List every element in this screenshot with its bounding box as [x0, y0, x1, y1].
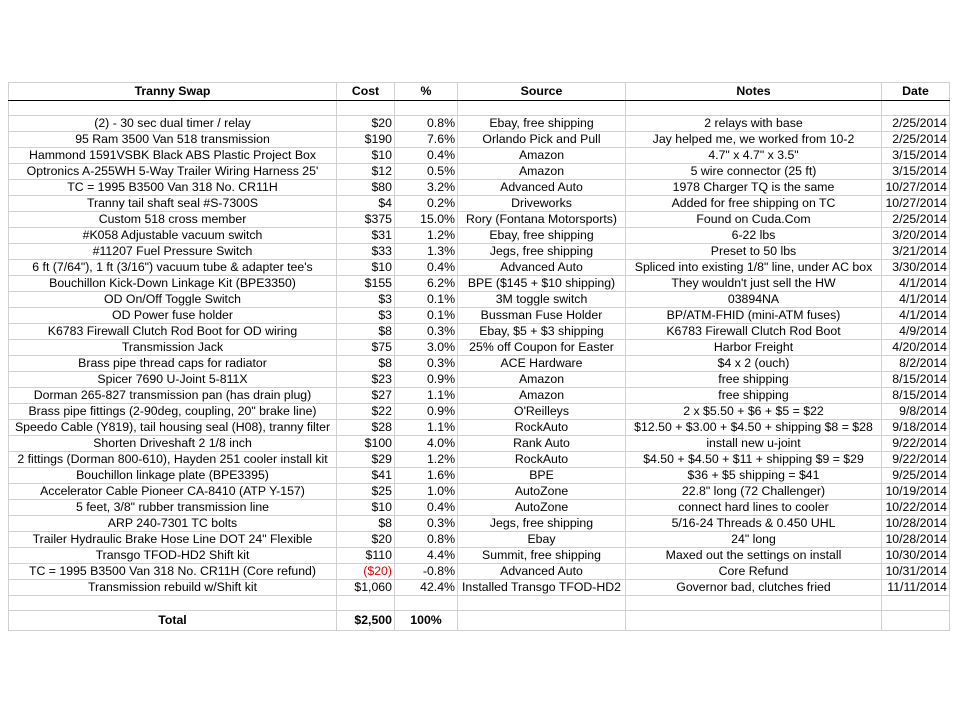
- item-cell[interactable]: Accelerator Cable Pioneer CA-8410 (ATP Y-157): [9, 484, 337, 500]
- date-cell[interactable]: 10/22/2014: [882, 500, 950, 516]
- notes-cell[interactable]: Governor bad, clutches fried: [626, 580, 882, 596]
- table-row: [9, 324, 950, 340]
- source-cell[interactable]: BPE: [458, 468, 626, 484]
- pct-cell[interactable]: 0.3%: [395, 516, 458, 532]
- table-row: [9, 548, 950, 564]
- total-label[interactable]: Total: [9, 611, 337, 631]
- table-row: [9, 292, 950, 308]
- cost-cell[interactable]: $100: [337, 436, 395, 452]
- date-cell[interactable]: 10/27/2014: [882, 196, 950, 212]
- table-row: [9, 436, 950, 452]
- notes-cell[interactable]: Found on Cuda.Com: [626, 212, 882, 228]
- date-cell[interactable]: 4/20/2014: [882, 340, 950, 356]
- cost-cell[interactable]: $22: [337, 404, 395, 420]
- pct-cell[interactable]: 1.1%: [395, 388, 458, 404]
- cost-cell[interactable]: $375: [337, 212, 395, 228]
- notes-cell[interactable]: 2 x $5.50 + $6 + $5 = $22: [626, 404, 882, 420]
- date-cell[interactable]: 3/15/2014: [882, 164, 950, 180]
- pct-cell[interactable]: 0.2%: [395, 196, 458, 212]
- date-cell[interactable]: 9/18/2014: [882, 420, 950, 436]
- table-row: [9, 260, 950, 276]
- source-cell[interactable]: Bussman Fuse Holder: [458, 308, 626, 324]
- pct-cell[interactable]: 4.4%: [395, 548, 458, 564]
- source-cell[interactable]: Installed Transgo TFOD-HD2: [458, 580, 626, 596]
- notes-cell[interactable]: $4.50 + $4.50 + $11 + shipping $9 = $29: [626, 452, 882, 468]
- table-row: [9, 180, 950, 196]
- table-row: [9, 468, 950, 484]
- item-cell[interactable]: Transmission Jack: [9, 340, 337, 356]
- item-cell[interactable]: TC = 1995 B3500 Van 318 No. CR11H (Core refund): [9, 564, 337, 580]
- cost-cell[interactable]: $80: [337, 180, 395, 196]
- table-row: [9, 164, 950, 180]
- pct-cell[interactable]: 1.0%: [395, 484, 458, 500]
- cost-cell[interactable]: $8: [337, 324, 395, 340]
- item-cell[interactable]: 95 Ram 3500 Van 518 transmission: [9, 132, 337, 148]
- pct-cell[interactable]: 0.1%: [395, 292, 458, 308]
- source-cell[interactable]: Rank Auto: [458, 436, 626, 452]
- blank-cell[interactable]: [882, 101, 950, 116]
- blank-cell[interactable]: [337, 596, 395, 611]
- source-cell[interactable]: Rory (Fontana Motorsports): [458, 212, 626, 228]
- header-cost[interactable]: Cost: [337, 83, 395, 101]
- pct-cell[interactable]: 1.3%: [395, 244, 458, 260]
- blank-cell[interactable]: [9, 596, 337, 611]
- source-cell[interactable]: Summit, free shipping: [458, 548, 626, 564]
- cost-cell[interactable]: ($20): [337, 564, 395, 580]
- notes-cell[interactable]: K6783 Firewall Clutch Rod Boot: [626, 324, 882, 340]
- cost-cell[interactable]: $1,060: [337, 580, 395, 596]
- pct-cell[interactable]: 4.0%: [395, 436, 458, 452]
- table-row: [9, 276, 950, 292]
- source-cell[interactable]: Driveworks: [458, 196, 626, 212]
- notes-cell[interactable]: 5 wire connector (25 ft): [626, 164, 882, 180]
- source-cell[interactable]: BPE ($145 + $10 shipping): [458, 276, 626, 292]
- date-cell[interactable]: 3/15/2014: [882, 148, 950, 164]
- pct-cell[interactable]: 0.9%: [395, 372, 458, 388]
- table-row: [9, 196, 950, 212]
- item-cell[interactable]: Dorman 265-827 transmission pan (has drain plug): [9, 388, 337, 404]
- source-cell[interactable]: Jegs, free shipping: [458, 244, 626, 260]
- item-cell[interactable]: OD Power fuse holder: [9, 308, 337, 324]
- source-cell[interactable]: Ebay, free shipping: [458, 116, 626, 132]
- notes-cell[interactable]: They wouldn't just sell the HW: [626, 276, 882, 292]
- notes-cell[interactable]: Maxed out the settings on install: [626, 548, 882, 564]
- item-cell[interactable]: K6783 Firewall Clutch Rod Boot for OD wiring: [9, 324, 337, 340]
- source-cell[interactable]: Advanced Auto: [458, 564, 626, 580]
- source-cell[interactable]: Ebay: [458, 532, 626, 548]
- spreadsheet: [8, 82, 949, 631]
- source-cell[interactable]: 25% off Coupon for Easter: [458, 340, 626, 356]
- item-cell[interactable]: 6 ft (7/64"), 1 ft (3/16") vacuum tube & adapter tee's: [9, 260, 337, 276]
- pct-cell[interactable]: 0.1%: [395, 308, 458, 324]
- source-cell[interactable]: Orlando Pick and Pull: [458, 132, 626, 148]
- table-row: [9, 356, 950, 372]
- header-row: [9, 83, 950, 101]
- date-cell[interactable]: 9/22/2014: [882, 452, 950, 468]
- header-source[interactable]: Source: [458, 83, 626, 101]
- date-cell[interactable]: 2/25/2014: [882, 212, 950, 228]
- date-cell[interactable]: 2/25/2014: [882, 132, 950, 148]
- item-cell[interactable]: 5 feet, 3/8" rubber transmission line: [9, 500, 337, 516]
- date-cell[interactable]: 4/1/2014: [882, 276, 950, 292]
- table-row: [9, 372, 950, 388]
- table-row: [9, 420, 950, 436]
- date-cell[interactable]: 10/28/2014: [882, 532, 950, 548]
- source-cell[interactable]: Amazon: [458, 164, 626, 180]
- table-row: [9, 340, 950, 356]
- notes-cell[interactable]: BP/ATM-FHID (mini-ATM fuses): [626, 308, 882, 324]
- notes-cell[interactable]: 4.7" x 4.7" x 3.5": [626, 148, 882, 164]
- source-cell[interactable]: Jegs, free shipping: [458, 516, 626, 532]
- item-cell[interactable]: Hammond 1591VSBK Black ABS Plastic Project Box: [9, 148, 337, 164]
- notes-cell[interactable]: 24" long: [626, 532, 882, 548]
- table-row: [9, 116, 950, 132]
- date-cell[interactable]: 10/31/2014: [882, 564, 950, 580]
- item-cell[interactable]: #11207 Fuel Pressure Switch: [9, 244, 337, 260]
- cost-cell[interactable]: $33: [337, 244, 395, 260]
- item-cell[interactable]: Speedo Cable (Y819), tail housing seal (H08), tranny filter: [9, 420, 337, 436]
- notes-cell[interactable]: 2 relays with base: [626, 116, 882, 132]
- notes-cell[interactable]: free shipping: [626, 388, 882, 404]
- source-cell[interactable]: Ebay, $5 + $3 shipping: [458, 324, 626, 340]
- pct-cell[interactable]: 0.8%: [395, 532, 458, 548]
- cost-cell[interactable]: $75: [337, 340, 395, 356]
- table-body: [9, 83, 950, 596]
- notes-cell[interactable]: 5/16-24 Threads & 0.450 UHL: [626, 516, 882, 532]
- table-row: [9, 564, 950, 580]
- item-cell[interactable]: ARP 240-7301 TC bolts: [9, 516, 337, 532]
- table-row: [9, 452, 950, 468]
- cost-cell[interactable]: $28: [337, 420, 395, 436]
- pct-cell[interactable]: 1.2%: [395, 228, 458, 244]
- cost-cell[interactable]: $8: [337, 356, 395, 372]
- blank-cell[interactable]: [9, 101, 337, 116]
- item-cell[interactable]: #K058 Adjustable vacuum switch: [9, 228, 337, 244]
- cost-table: [8, 82, 950, 631]
- blank-cell[interactable]: [626, 611, 882, 631]
- item-cell[interactable]: OD On/Off Toggle Switch: [9, 292, 337, 308]
- table-row: [9, 244, 950, 260]
- date-cell[interactable]: 3/21/2014: [882, 244, 950, 260]
- date-cell[interactable]: 11/11/2014: [882, 580, 950, 596]
- item-cell[interactable]: Brass pipe thread caps for radiator: [9, 356, 337, 372]
- cost-cell[interactable]: $10: [337, 500, 395, 516]
- cost-cell[interactable]: $155: [337, 276, 395, 292]
- item-cell[interactable]: Brass pipe fittings (2-90deg, coupling, 20" brake line): [9, 404, 337, 420]
- table-row: [9, 580, 950, 596]
- cost-cell[interactable]: $3: [337, 308, 395, 324]
- item-cell[interactable]: 2 fittings (Dorman 800-610), Hayden 251 cooler install kit: [9, 452, 337, 468]
- date-cell[interactable]: 3/30/2014: [882, 260, 950, 276]
- table-row: [9, 404, 950, 420]
- pct-cell[interactable]: 0.5%: [395, 164, 458, 180]
- date-cell[interactable]: 9/22/2014: [882, 436, 950, 452]
- date-cell[interactable]: 9/25/2014: [882, 468, 950, 484]
- pct-cell[interactable]: 7.6%: [395, 132, 458, 148]
- item-cell[interactable]: Trailer Hydraulic Brake Hose Line DOT 24" Flexible: [9, 532, 337, 548]
- cost-cell[interactable]: $41: [337, 468, 395, 484]
- item-cell[interactable]: Custom 518 cross member: [9, 212, 337, 228]
- notes-cell[interactable]: 1978 Charger TQ is the same: [626, 180, 882, 196]
- cost-cell[interactable]: $190: [337, 132, 395, 148]
- item-cell[interactable]: Transgo TFOD-HD2 Shift kit: [9, 548, 337, 564]
- notes-cell[interactable]: $4 x 2 (ouch): [626, 356, 882, 372]
- cost-cell[interactable]: $110: [337, 548, 395, 564]
- notes-cell[interactable]: $36 + $5 shipping = $41: [626, 468, 882, 484]
- blank-cell[interactable]: [458, 611, 626, 631]
- item-cell[interactable]: Spicer 7690 U-Joint 5-811X: [9, 372, 337, 388]
- total-cost[interactable]: $2,500: [337, 611, 395, 631]
- source-cell[interactable]: 3M toggle switch: [458, 292, 626, 308]
- total-row: [9, 611, 950, 631]
- pct-cell[interactable]: 0.3%: [395, 356, 458, 372]
- source-cell[interactable]: ACE Hardware: [458, 356, 626, 372]
- item-cell[interactable]: TC = 1995 B3500 Van 318 No. CR11H: [9, 180, 337, 196]
- cost-cell[interactable]: $23: [337, 372, 395, 388]
- date-cell[interactable]: 4/1/2014: [882, 308, 950, 324]
- pct-cell[interactable]: 15.0%: [395, 212, 458, 228]
- table-row: [9, 148, 950, 164]
- notes-cell[interactable]: Preset to 50 lbs: [626, 244, 882, 260]
- source-cell[interactable]: RockAuto: [458, 420, 626, 436]
- table-row: [9, 500, 950, 516]
- table-row: [9, 212, 950, 228]
- blank-row: [9, 101, 950, 116]
- notes-cell[interactable]: connect hard lines to cooler: [626, 500, 882, 516]
- source-cell[interactable]: AutoZone: [458, 484, 626, 500]
- table-row: [9, 308, 950, 324]
- source-cell[interactable]: Advanced Auto: [458, 180, 626, 196]
- date-cell[interactable]: 10/27/2014: [882, 180, 950, 196]
- cost-cell[interactable]: $20: [337, 116, 395, 132]
- blank-cell[interactable]: [882, 611, 950, 631]
- blank-cell[interactable]: [395, 596, 458, 611]
- source-cell[interactable]: Amazon: [458, 372, 626, 388]
- pct-cell[interactable]: 1.1%: [395, 420, 458, 436]
- cost-cell[interactable]: $10: [337, 148, 395, 164]
- header-pct[interactable]: %: [395, 83, 458, 101]
- date-cell[interactable]: 8/15/2014: [882, 388, 950, 404]
- blank-cell[interactable]: [458, 596, 626, 611]
- date-cell[interactable]: 10/19/2014: [882, 484, 950, 500]
- table-row: [9, 484, 950, 500]
- date-cell[interactable]: 3/20/2014: [882, 228, 950, 244]
- item-cell[interactable]: Bouchillon Kick-Down Linkage Kit (BPE3350): [9, 276, 337, 292]
- pct-cell[interactable]: 0.4%: [395, 260, 458, 276]
- notes-cell[interactable]: free shipping: [626, 372, 882, 388]
- cost-cell[interactable]: $4: [337, 196, 395, 212]
- cost-cell[interactable]: $20: [337, 532, 395, 548]
- table-footer: [9, 596, 950, 631]
- blank-cell[interactable]: [626, 101, 882, 116]
- source-cell[interactable]: Advanced Auto: [458, 260, 626, 276]
- notes-cell[interactable]: 22.8" long (72 Challenger): [626, 484, 882, 500]
- cost-cell[interactable]: $27: [337, 388, 395, 404]
- pct-cell[interactable]: -0.8%: [395, 564, 458, 580]
- blank-cell[interactable]: [395, 101, 458, 116]
- item-cell[interactable]: Transmission rebuild w/Shift kit: [9, 580, 337, 596]
- item-cell[interactable]: Tranny tail shaft seal #S-7300S: [9, 196, 337, 212]
- notes-cell[interactable]: 6-22 lbs: [626, 228, 882, 244]
- blank-cell[interactable]: [882, 596, 950, 611]
- blank-row: [9, 596, 950, 611]
- header-date[interactable]: Date: [882, 83, 950, 101]
- pct-cell[interactable]: 3.0%: [395, 340, 458, 356]
- pct-cell[interactable]: 42.4%: [395, 580, 458, 596]
- source-cell[interactable]: Ebay, free shipping: [458, 228, 626, 244]
- header-notes[interactable]: Notes: [626, 83, 882, 101]
- blank-cell[interactable]: [337, 101, 395, 116]
- source-cell[interactable]: RockAuto: [458, 452, 626, 468]
- cost-cell[interactable]: $12: [337, 164, 395, 180]
- pct-cell[interactable]: 0.3%: [395, 324, 458, 340]
- header-item[interactable]: Tranny Swap: [9, 83, 337, 101]
- cost-cell[interactable]: $8: [337, 516, 395, 532]
- table-row: [9, 228, 950, 244]
- pct-cell[interactable]: 1.2%: [395, 452, 458, 468]
- item-cell[interactable]: Optronics A-255WH 5-Way Trailer Wiring Harness 25': [9, 164, 337, 180]
- source-cell[interactable]: O'Reilleys: [458, 404, 626, 420]
- pct-cell[interactable]: 0.9%: [395, 404, 458, 420]
- source-cell[interactable]: Amazon: [458, 148, 626, 164]
- notes-cell[interactable]: Harbor Freight: [626, 340, 882, 356]
- date-cell[interactable]: 2/25/2014: [882, 116, 950, 132]
- date-cell[interactable]: 9/8/2014: [882, 404, 950, 420]
- date-cell[interactable]: 8/2/2014: [882, 356, 950, 372]
- pct-cell[interactable]: 6.2%: [395, 276, 458, 292]
- cost-cell[interactable]: $3: [337, 292, 395, 308]
- item-cell[interactable]: (2) - 30 sec dual timer / relay: [9, 116, 337, 132]
- pct-cell[interactable]: 1.6%: [395, 468, 458, 484]
- notes-cell[interactable]: Spliced into existing 1/8" line, under AC box: [626, 260, 882, 276]
- cost-cell[interactable]: $25: [337, 484, 395, 500]
- date-cell[interactable]: 8/15/2014: [882, 372, 950, 388]
- pct-cell[interactable]: 0.4%: [395, 148, 458, 164]
- total-pct[interactable]: 100%: [395, 611, 458, 631]
- table-row: [9, 532, 950, 548]
- date-cell[interactable]: 10/28/2014: [882, 516, 950, 532]
- notes-cell[interactable]: $12.50 + $3.00 + $4.50 + shipping $8 = $28: [626, 420, 882, 436]
- date-cell[interactable]: 4/1/2014: [882, 292, 950, 308]
- cost-cell[interactable]: $10: [337, 260, 395, 276]
- cost-cell[interactable]: $31: [337, 228, 395, 244]
- date-cell[interactable]: 4/9/2014: [882, 324, 950, 340]
- item-cell[interactable]: Bouchillon linkage plate (BPE3395): [9, 468, 337, 484]
- pct-cell[interactable]: 0.8%: [395, 116, 458, 132]
- table-row: [9, 132, 950, 148]
- source-cell[interactable]: AutoZone: [458, 500, 626, 516]
- item-cell[interactable]: Shorten Driveshaft 2 1/8 inch: [9, 436, 337, 452]
- table-row: [9, 516, 950, 532]
- blank-cell[interactable]: [458, 101, 626, 116]
- date-cell[interactable]: 10/30/2014: [882, 548, 950, 564]
- source-cell[interactable]: Amazon: [458, 388, 626, 404]
- notes-cell[interactable]: Jay helped me, we worked from 10-2: [626, 132, 882, 148]
- pct-cell[interactable]: 3.2%: [395, 180, 458, 196]
- notes-cell[interactable]: install new u-joint: [626, 436, 882, 452]
- blank-cell[interactable]: [626, 596, 882, 611]
- notes-cell[interactable]: Core Refund: [626, 564, 882, 580]
- cost-cell[interactable]: $29: [337, 452, 395, 468]
- table-row: [9, 388, 950, 404]
- notes-cell[interactable]: Added for free shipping on TC: [626, 196, 882, 212]
- pct-cell[interactable]: 0.4%: [395, 500, 458, 516]
- notes-cell[interactable]: 03894NA: [626, 292, 882, 308]
